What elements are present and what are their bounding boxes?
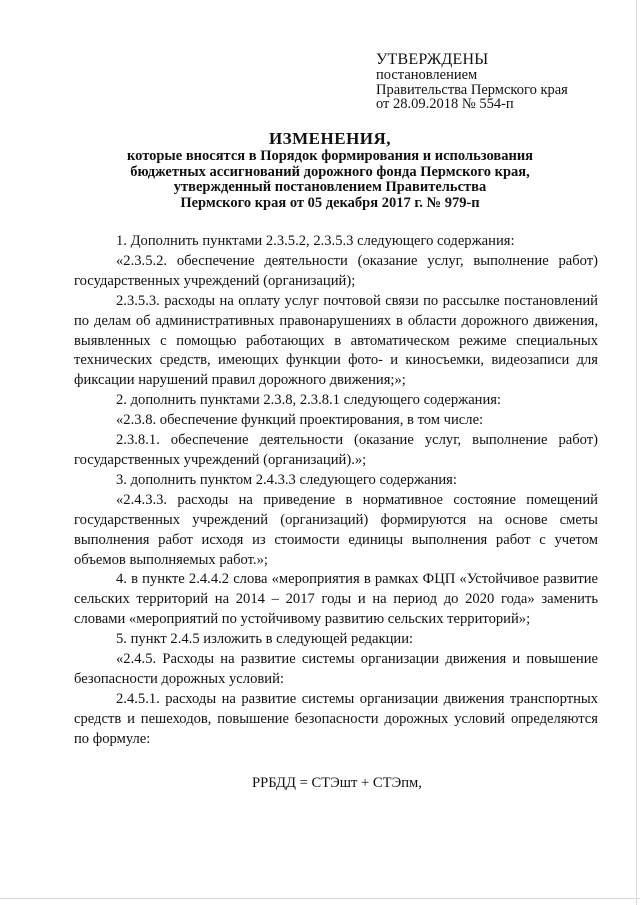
approval-line: от 28.09.2018 № 554-п: [376, 96, 514, 112]
paragraph: 1. Дополнить пунктами 2.3.5.2, 2.3.5.3 следующего содержания:: [116, 233, 515, 249]
paragraph: «2.4.5. Расходы на развитие системы организации движения и повышение безопасности дорожных условий:: [74, 651, 598, 687]
paragraph: 2.4.5.1. расходы на развитие системы организации движения транспортных средств и пешеходов, повышение безопасности дорожных условий определяются по формуле:: [74, 690, 598, 747]
paragraph: «2.3.8. обеспечение функций проектирования, в том числе:: [116, 412, 484, 429]
formula: РРБДД = СТЭшт + СТЭпм,: [252, 774, 422, 791]
title-line: Пермского края от 05 декабря 2017 г. № 979-п: [180, 194, 480, 211]
paragraph: 4. в пункте 2.4.4.2 слова «мероприятия в рамках ФЦП «Устойчивое развитие сельских территорий на 2014 – 2017 годы и на период до 2020 года» заменить словами «мероприятий по устойчивому развитию сельских территорий»;: [74, 571, 598, 628]
approval-line: постановлением: [376, 67, 478, 83]
scan-edge-bottom: [0, 898, 640, 899]
title-line: утвержденный постановлением Правительства: [173, 179, 487, 195]
approval-line: Правительства Пермского края: [376, 81, 568, 98]
approval-stamp: [376, 51, 626, 112]
scan-edge-right: [636, 0, 637, 905]
title-main: ИЗМЕНЕНИЯ,: [268, 129, 392, 148]
paragraph: 2.3.5.3. расходы на оплату услуг почтовой связи по рассылке постановлений по делам об административных правонарушениях в области дорожного движения, выявленных с помощью работающих в автоматическом режиме специальных технических средств, имеющих функции фото- и киносъемки, видеозаписи для фиксации нарушений правил дорожного движения;»;: [74, 292, 598, 389]
paragraph: 2.3.8.1. обеспечение деятельности (оказание услуг, выполнение работ) государственных учреждений (организаций).»;: [74, 432, 598, 468]
paragraph: 3. дополнить пунктом 2.4.3.3 следующего содержания:: [116, 471, 457, 488]
paragraph: 2. дополнить пунктами 2.3.8, 2.3.8.1 следующего содержания:: [116, 392, 502, 409]
paragraph: «2.3.5.2. обеспечение деятельности (оказание услуг, выполнение работ) государственных учреждений (организаций);: [74, 252, 598, 289]
paragraph: 5. пункт 2.4.5 изложить в следующей редакции:: [116, 631, 414, 648]
approval-heading: УТВЕРЖДЕНЫ: [376, 51, 489, 68]
paragraph: «2.4.3.3. расходы на приведение в нормативное состояние помещений государственных учреждений (организаций) формируются на основе сметы выполнения работ исходя из стоимости единицы выполнения работ с учетом объемов выполняемых работ.»;: [74, 491, 598, 568]
title-line: которые вносятся в Порядок формирования и использования: [126, 148, 534, 164]
document-body: [74, 232, 598, 793]
title-line: бюджетных ассигнований дорожного фонда Пермского края,: [130, 163, 530, 180]
document-title: [70, 129, 590, 211]
